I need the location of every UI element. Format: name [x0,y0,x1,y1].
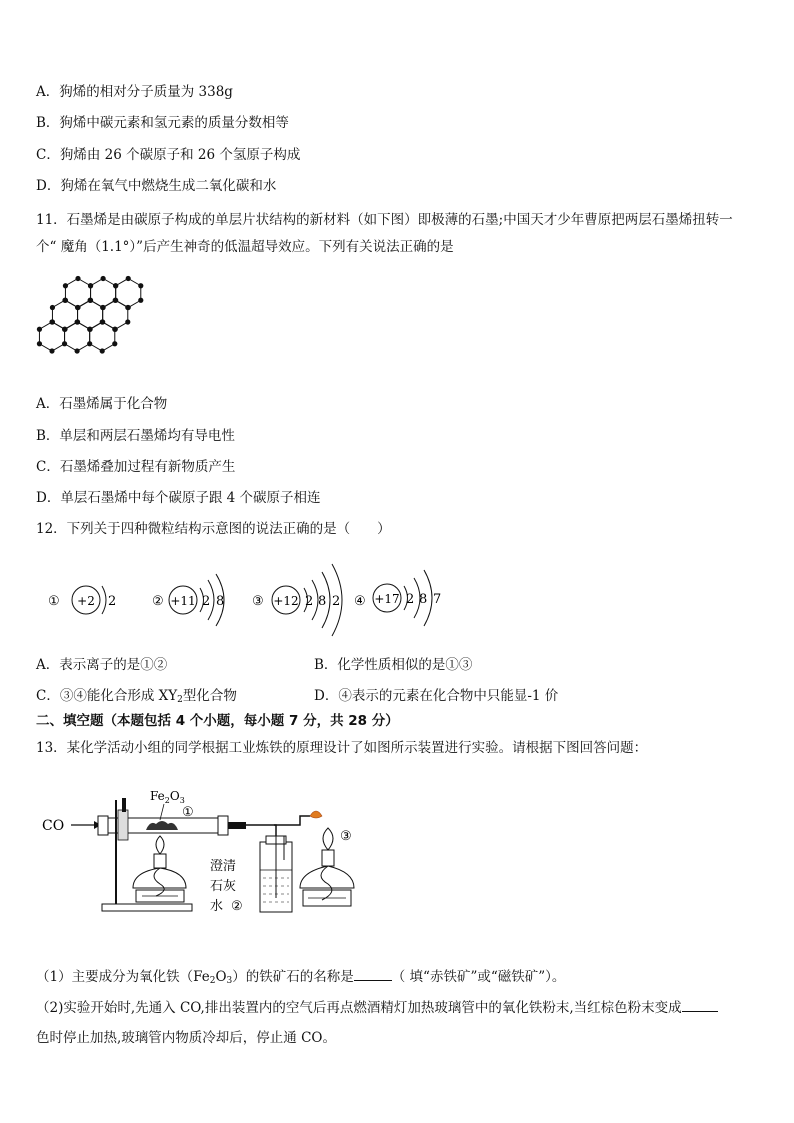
q11-option-b: B．单层和两层石墨烯均有导电性 [36,428,235,444]
q12-option-a: A．表示离子的是①② [36,657,168,673]
shell-electrons: 8 [419,592,428,607]
carbon-atom [87,341,92,346]
mark-2: ② [231,899,243,914]
carbon-atom [100,348,105,353]
q13-part1 [36,967,565,990]
diagram-label: ② [152,594,164,609]
nucleus-charge: +2 [77,594,95,608]
q11-option-a: A．石墨烯属于化合物 [36,396,168,412]
shell-electrons: 2 [202,594,211,609]
carbon-atom [113,298,118,303]
carbon-atom [113,283,118,288]
q13-part2-text: （2)实验开始时,先通入 CO,排出装置内的空气后再点燃酒精灯加热玻璃管中的氧化铁粉末,当红棕色粉末变成 [36,1000,682,1016]
section-title: 二、填空题（本题包括 4 个小题，每小题 7 分，共 28 分） [36,713,399,729]
mark-1: ① [182,805,194,820]
diagram-label: ① [48,594,60,609]
q11-option-d: D．单层石墨烯中每个碳原子跟 4 个碳原子相连 [36,490,321,506]
answer-blank-2[interactable] [682,998,718,1012]
carbon-atom [125,305,130,310]
answer-blank-1[interactable] [354,967,392,981]
q13-part1-text-end: （ 填“赤铁矿”或“磁铁矿”）。 [391,969,566,985]
co-label: CO [42,818,65,834]
limewater-label-1: 澄清 [210,859,237,874]
shell-electrons: 2 [305,594,314,609]
atom-diagram-3 [252,564,342,636]
q12-option-b: B．化学性质相似的是①③ [314,657,473,673]
carbon-atom [88,298,93,303]
carbon-atom [112,327,117,332]
q12-option-c-subscript: 2 [177,695,183,705]
limewater-label-3: 水 [210,899,224,914]
q13-part1-o: O [215,969,227,985]
diagram-label: ④ [354,594,366,609]
q11-stem-line1: 11．石墨烯是由碳原子构成的单层片状结构的新材料（如下图）即极薄的石墨;中国天才少年曹原把两层石墨烯扭转一 [36,212,733,228]
carbon-atom [75,319,80,324]
atom-diagram-2 [152,574,224,626]
shell-electrons: 2 [332,594,341,609]
atom-diagram-1 [48,586,116,614]
limewater-label-2: 石灰 [210,879,237,894]
q12-option-c-text-end: 型化合物 [182,688,237,704]
carbon-atom [75,348,80,353]
fe2o3-label: $Fe_2O_3$ [150,789,185,805]
q12-stem: 12．下列关于四种微粒结构示意图的说法正确的是（ ） [36,521,391,537]
carbon-atom [37,327,42,332]
carbon-atom [101,276,106,281]
carbon-atom [49,319,54,324]
atom-diagram-4 [354,570,441,626]
carbon-atom [62,341,67,346]
q13-part1-sub2: 3 [226,976,233,986]
q10-option-c: C．狗烯由 26 个碳原子和 26 个氢原子构成 [36,147,301,163]
carbon-atom [112,341,117,346]
shell-electrons: 7 [433,592,442,607]
carbon-atom [100,305,105,310]
carbon-atom [100,319,105,324]
q13-part2-line2: 色时停止加热,玻璃管内物质冷却后，停止通 CO。 [36,1030,336,1046]
graphene-structure-diagram [34,275,184,380]
iron-smelting-apparatus-diagram [38,780,378,920]
atomic-structure-diagrams [40,552,460,647]
mark-3: ③ [340,829,352,844]
carbon-atom [126,276,131,281]
q11-option-c: C．石墨烯叠加过程有新物质产生 [36,459,236,475]
nucleus-charge: +12 [273,594,299,608]
nucleus-charge: +11 [170,594,196,608]
q12-option-c [36,687,237,709]
q10-option-a: A．狗烯的相对分子质量为 338g [36,84,233,100]
q13-part1-sub1: 2 [209,976,216,986]
carbon-atom [49,348,54,353]
carbon-atom [138,283,143,288]
q12-option-d: D．④表示的元素在化合物中只能显-1 价 [314,688,559,704]
q11-stem-line2: 个“ 魔角（1.1°）”后产生神奇的低温超导效应。下列有关说法正确的是 [36,239,454,255]
q10-option-b: B．狗烯中碳元素和氢元素的质量分数相等 [36,115,289,131]
carbon-atom [75,276,80,281]
q13-part2-line1 [36,998,718,1017]
carbon-atom [63,283,68,288]
q13-stem: 13．某化学活动小组的同学根据工业炼铁的原理设计了如图所示装置进行实验。请根据下图回答问题： [36,740,648,756]
carbon-atom [62,298,67,303]
carbon-atom [75,305,80,310]
shell-electrons: 2 [108,594,117,609]
carbon-atom [88,283,93,288]
shell-electrons: 8 [318,594,327,609]
carbon-atom [37,341,42,346]
diagram-label: ③ [252,594,264,609]
q13-part1-text-mid: ）的铁矿石的名称是 [232,969,354,985]
carbon-atom [125,319,130,324]
nucleus-charge: +17 [374,592,400,606]
q13-part1-text: （1）主要成分为氧化铁（Fe [36,969,210,985]
carbon-atom [50,305,55,310]
shell-electrons: 2 [406,592,415,607]
shell-electrons: 8 [216,594,225,609]
carbon-atom [138,298,143,303]
q10-option-d: D．狗烯在氧气中燃烧生成二氧化碳和水 [36,178,277,194]
carbon-atom [87,327,92,332]
carbon-atom [62,327,67,332]
q12-option-c-text: C．③④能化合形成 XY [36,688,178,704]
